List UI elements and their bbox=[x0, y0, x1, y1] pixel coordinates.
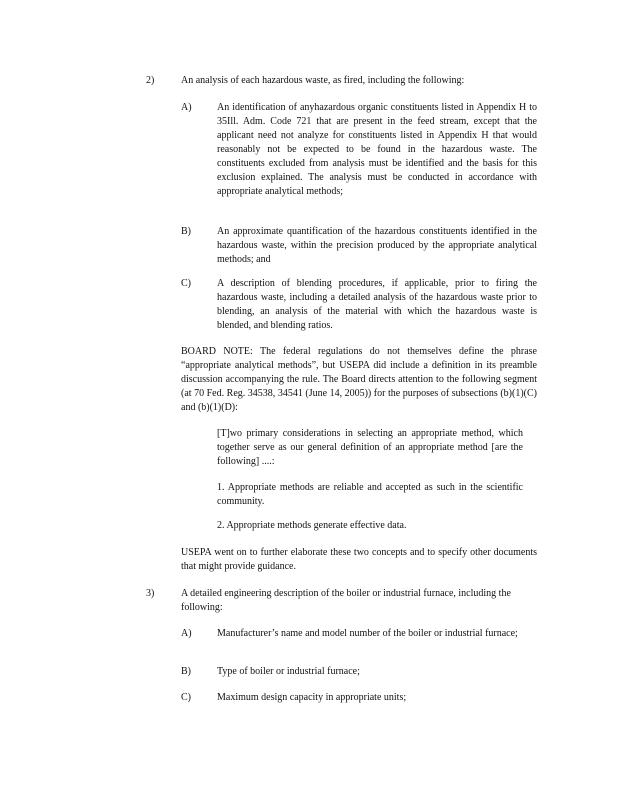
subitem-text: Manufacturer’s name and model number of the boiler or industrial furnace; bbox=[217, 628, 518, 639]
subitem-text: A description of blending procedures, if applicable, prior to firing the hazardous waste, including a detailed analysis of the hazardous waste prior to blending, an analysis of the material with which the hazardous waste is blended, and blending ratios. bbox=[217, 278, 537, 331]
subitem-label: A) bbox=[181, 102, 192, 113]
board-note-closing: USEPA went on to further elaborate these two concepts and to specify other documents that might provide guidance. bbox=[181, 547, 537, 572]
subitem-text: An approximate quantification of the hazardous constituents identified in the hazardous waste, within the precision produced by the appropriate analytical methods; and bbox=[217, 226, 537, 265]
subitem-label: C) bbox=[181, 278, 191, 289]
subitem-text: Maximum design capacity in appropriate units; bbox=[217, 692, 407, 703]
item-intro: A detailed engineering description of the boiler or industrial furnace, including the following: bbox=[181, 588, 511, 613]
subitem-label: A) bbox=[181, 628, 192, 639]
item-number: 2) bbox=[146, 75, 155, 86]
subitem-text: An identification of anyhazardous organic constituents listed in Appendix H to 35Ill. Adm. Code 721 that are present in the feed stream, except that the applicant need not analyze for constituents listed in Appendix H that would reasonably not be expected to be found in the hazardous waste. The constituents excluded from analysis must be identified and the basis for this exclusion explained. The analysis must be conducted in accordance with appropriate analytical methods; bbox=[217, 102, 537, 197]
item-intro: An analysis of each hazardous waste, as fired, including the following: bbox=[181, 75, 465, 86]
subitem-label: B) bbox=[181, 226, 191, 237]
subitem-text: Type of boiler or industrial furnace; bbox=[217, 666, 360, 677]
subitem-label: B) bbox=[181, 666, 191, 677]
board-note: BOARD NOTE: The federal regulations do not themselves define the phrase “appropriate analytical methods”, but USEPA did include a definition in its preamble discussion accompanying the rule. The Board directs attention to the following segment (at 70 Fed. Reg. 34538, 34541 (June 14, 2005)) for the purposes of subsections (b)(1)(C) and (b)(1)(D): bbox=[181, 346, 537, 413]
item-number: 3) bbox=[146, 588, 155, 599]
subitem-label: C) bbox=[181, 692, 191, 703]
quote-intro: [T]wo primary considerations in selecting an appropriate method, which together serve as our general definition of an appropriate method [are the following] ....: bbox=[217, 428, 523, 467]
quote-point: 2. Appropriate methods generate effective data. bbox=[217, 520, 407, 531]
quote-point: 1. Appropriate methods are reliable and accepted as such in the scientific community. bbox=[217, 482, 523, 507]
